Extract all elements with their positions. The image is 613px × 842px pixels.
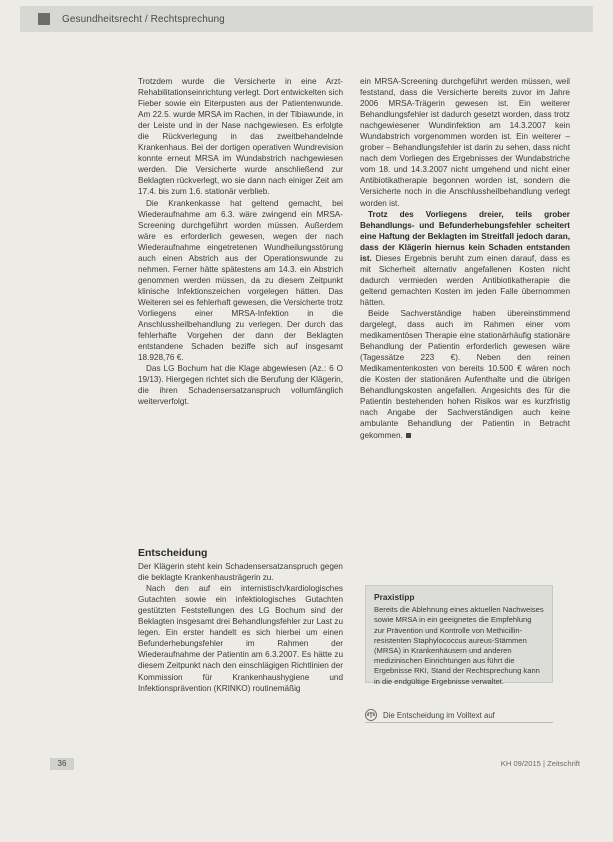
fulltext-link[interactable] xyxy=(365,708,553,723)
practice-tip-heading: Praxistipp xyxy=(374,592,415,602)
decision-section xyxy=(138,548,343,694)
footer-publication: KH 09/2015 | Zeitschrift xyxy=(500,759,580,768)
right-paragraph-3-text: Beide Sachverständige haben übereinstimmend dargelegt, dass auch im Rahmen einer vom medikamentösen Therapie eine stationärhäufig stationäre Behandlung der Patientin erforderlich gewesen wäre (Tagessätze 223 €). Neben den reinen Medikamentenkosten von bereits 10.500 € wären noch die Kosten der stationären Aufenthalte und die übrigen Behandlungskosten angefallen. Angesichts des für die Patientin bestehenden hohen Risikos war es kurzfristig nach Angabe der Sachverständigen auch keine ambulante Behandlung der Patientin in Betracht gekommen. xyxy=(360,308,570,440)
page-number: 36 xyxy=(50,758,74,770)
end-mark-icon xyxy=(406,433,411,438)
header-title: Gesundheitsrecht / Rechtsprechung xyxy=(62,13,225,25)
practice-tip-text: Bereits die Ablehnung eines aktuellen Nachweises sowie MRSA in ein geeignetes die Empfehlung zur Prävention und Kontrolle von Methicillin-resistenten Staphylococcus aureus-Stämmen (MRSA) in Krankenhäusern und anderen medizinischen Einrichtungen aus führt die Ergebnisse RKI, Stand der Rechtsprechung kann in die endgültige Ergebnisse verwaltet. xyxy=(374,605,544,686)
page-header xyxy=(20,6,593,32)
decision-heading: Entscheidung xyxy=(138,547,208,559)
decision-paragraph-1: Der Klägerin steht kein Schadensersatzanspruch gegen die beklagte Krankenhausträgerin zu. xyxy=(138,562,343,583)
left-column xyxy=(138,76,343,407)
fulltext-link-text: Die Entscheidung im Volltext auf xyxy=(383,710,495,720)
header-square-icon xyxy=(38,13,50,25)
left-paragraph-1: Trotzdem wurde die Versicherte in eine Arzt-Rehabilitationseinrichtung verlegt. Dort entwickelten sich Fieber sowie ein Eiterpusten aus der Patientenwunde. Am 22.5. wurde MRSA im Rachen, in der Tibiawunde, in der Leiste und in der Nase nachgewiesen. Es erfolgte die Rückverlegung in das zweitbehandelnde Krankenhaus. Bei der dortigen operativen Wundrevision konnte erneut MRSA im Wundabstrich nachgewiesen werden. Die Versicherte wurde anschließend zur Beklagten rückverlegt, wo sie dann nach einiger Zeit am 17.4. bis zum 1.6. stationär verblieb. xyxy=(138,77,343,197)
decision-paragraph-2: Nach den auf ein internistisch/kardiologisches Gutachten sowie ein infektiologisches Gutachten gestützten Feststellungen des LG Bochum sind der Beklagten insgesamt drei Behandlungsfehler zur Last zu legen. Ein erster handelt es sich hierbei um einen Befunderhebungsfehler im Rahmen der Wiederaufnahme der Patientin am 6.3.2007. Es hätte zu diesem Zeitpunkt nach den einschlägigen Richtlinien der Kommission für Krankenhaushygiene und Infektionsprävention (KRINKO) routinemäßig xyxy=(138,584,343,693)
practice-tip-box xyxy=(365,585,553,686)
right-paragraph-3 xyxy=(360,308,570,441)
left-paragraph-2: Die Krankenkasse hat geltend gemacht, bei Wiederaufnahme am 6.3. wäre zwingend ein MRSA-Screening durchgeführt worden müssen. Außerdem wäre es erforderlich gewesen, wegen der nach Wiederaufnahme eingetretenen Wundheilungsstörung auch einen Abstrich aus der Operationswunde zu nehmen. Ferner hätte spätestens am 14.3. ein Abstrich genommen werden müssen, da zu diesem Zeitpunkt klinische Infektionszeichen vorgelegen hätten. Das Weiteren sei es fehlerhaft gewesen, die Versicherte trotz Vorliegens einer MRSA-Infektion in die Anschlussheilbehandlung zu verlegen. Der durch das fehlerhafte Vorgehen der dann der Beklagten entstandene Schaden beziffe sich auf insgesamt 18.928,76 €. xyxy=(138,198,343,363)
right-paragraph-2 xyxy=(360,209,570,308)
scales-icon xyxy=(365,709,377,721)
left-paragraph-3: Das LG Bochum hat die Klage abgewiesen (Az.: 6 O 19/13). Hiergegen richtet sich die Berufung der Klägerin, die ihren Schadensersatzanspruch vollumfänglich weiterverfolgt. xyxy=(138,364,343,407)
right-paragraph-1: ein MRSA-Screening durchgeführt werden müssen, weil feststand, dass die Versicherte bereits zuvor im Jahre 2006 MRSA-Trägerin gewesen ist. Ein weiterer Behandlungsfehler ist dadurch gesetzt worden, dass trotz nachgewiesener Wundinfektion am 14.3.2007 kein Wundabstrich vorgenommen worden ist. Ein weiterer – grober – Behandlungsfehler ist darin zu sehen, dass nicht nach dem Vorliegen des Ergebnisses der Wundabstriche vom 18. und 14.3.2007 nicht umgehend und nicht einer Antibiotikatherapie begonnen worden ist, sondern die Versicherte noch in die Anschlussheilbehandlung verlegt worden ist. xyxy=(360,77,570,208)
right-column xyxy=(360,76,570,441)
right-paragraph-2-rest: Dieses Ergebnis beruht zum einen darauf, dass es mit Sicherheit alternativ angefallenen Kosten nicht dadurch vermieden werden Antibiotikatherapie die geltend gemachten Kosten im jeden Falle übernommen hätten. xyxy=(360,253,570,307)
key-statement: Trotz des Vorliegens dreier, teils grober Behandlungs- und Befunderhebungsfehler scheitert eine Haftung der Beklagten im Streitfall jedoch daran, dass der Klägerin hiernus kein Schaden entstanden ist. xyxy=(360,209,570,263)
